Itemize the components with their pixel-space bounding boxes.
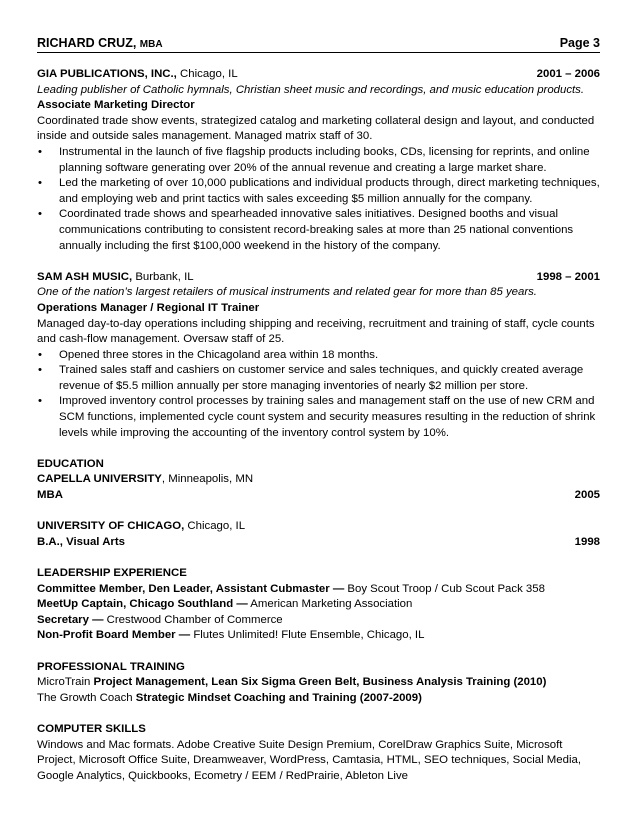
job-summary: Coordinated trade show events, strategized catalog and marketing collateral design and layout, and conducted inside and outside sales management. Managed matrix staff of 30. [37,114,595,143]
section-heading: COMPUTER SKILLS [37,722,146,735]
list-item: • Coordinated trade shows and spearheaded innovative sales initiatives. Designed booths and visual communications contributing to consistent record-breaking sales at more than 25 national conventions annually including the first $100,000 weekend in the history of the company. [38,208,574,252]
list-item: • Trained sales staff and cashiers on customer service and sales techniques, and quickly created average revenue of $5.5 million annually per store managing inventories of nearly $2 million per store. [38,364,584,392]
page-header [37,36,600,53]
list-item: • Led the marketing of over 10,000 publications and individual products through, direct marketing techniques, and employing web and print tactics with sales exceeding $5 million annually for the company. [38,177,600,205]
resume-page [37,36,600,784]
job-tagline: Leading publisher of Catholic hymnals, Christian sheet music and recordings, and music education products. [37,83,585,96]
training-item: MicroTrain Project Management, Lean Six Sigma Green Belt, Business Analysis Training (2010) [37,676,547,689]
degree-line: MBA 2005 [37,489,600,502]
job-dates: 1998 – 2001 [536,270,600,283]
job-title: Operations Manager / Regional IT Trainer [37,301,260,314]
list-item: • Instrumental in the launch of five flagship products including books, CDs, licensing for reprints, and online planning software generating over 20% of the annual revenue and creating a large market share. [38,145,590,174]
job-company-line: SAM ASH MUSIC, Burbank, IL [37,270,194,283]
section-heading: EDUCATION [37,457,104,470]
training-item: The Growth Coach Strategic Mindset Coaching and Training (2007-2009) [37,691,422,704]
skills-section [37,722,600,784]
job-tagline: One of the nation’s largest retailers of musical instruments and related gear for more than 85 years. [37,286,537,299]
skills-text: Windows and Mac formats. Adobe Creative Suite Design Premium, CorelDraw Graphics Suite, Microsoft Project, Microsoft Office Suite, Dreamweaver, WordPress, Camtasia, HTML, SEO techniques, Social Media, Google Analytics, Quickbooks, Ecometry / EEM / RedPrairie, Ableton Live [37,738,581,782]
training-section [37,660,600,707]
section-heading: LEADERSHIP EXPERIENCE [37,567,187,579]
school-line: UNIVERSITY OF CHICAGO, Chicago, IL [37,520,246,533]
list-item: • Improved inventory control processes by training sales and management staff on the use of new CRM and SCM functions, implemented cycle count system and security measures resulting in the reduction of shrink levels while improving the accounting of the inventory control system by 10%. [38,395,596,439]
job-bullets [37,348,600,442]
leadership-item: Committee Member, Den Leader, Assistant Cubmaster — Boy Scout Troop / Cub Scout Pack 358 [37,582,545,595]
leadership-item: Non-Profit Board Member — Flutes Unlimited! Flute Ensemble, Chicago, IL [37,629,425,642]
leadership-section [37,566,600,644]
header-name: RICHARD CRUZ, MBA [37,36,163,50]
list-item: • Opened three stores in the Chicagoland area within 18 months. [38,348,379,361]
education-section [37,457,600,551]
section-heading: PROFESSIONAL TRAINING [37,660,185,673]
leadership-item: Secretary — Crestwood Chamber of Commerce [37,613,283,626]
job-gia [37,67,600,254]
job-sam-ash [37,270,600,442]
degree-line: B.A., Visual Arts 1998 [37,535,600,548]
job-summary: Managed day-to-day operations including shipping and receiving, recruitment and training of staff, cycle counts and cash-flow management. Oversaw staff of 25. [37,317,595,346]
job-title: Associate Marketing Director [37,99,195,112]
job-dates: 2001 – 2006 [536,68,600,80]
leadership-item: MeetUp Captain, Chicago Southland — American Marketing Association [37,598,413,611]
job-company-line: GIA PUBLICATIONS, INC., Chicago, IL [37,68,238,80]
school-line: CAPELLA UNIVERSITY, Minneapolis, MN [37,473,254,486]
job-bullets [37,145,600,254]
page-number: Page 3 [559,36,600,50]
